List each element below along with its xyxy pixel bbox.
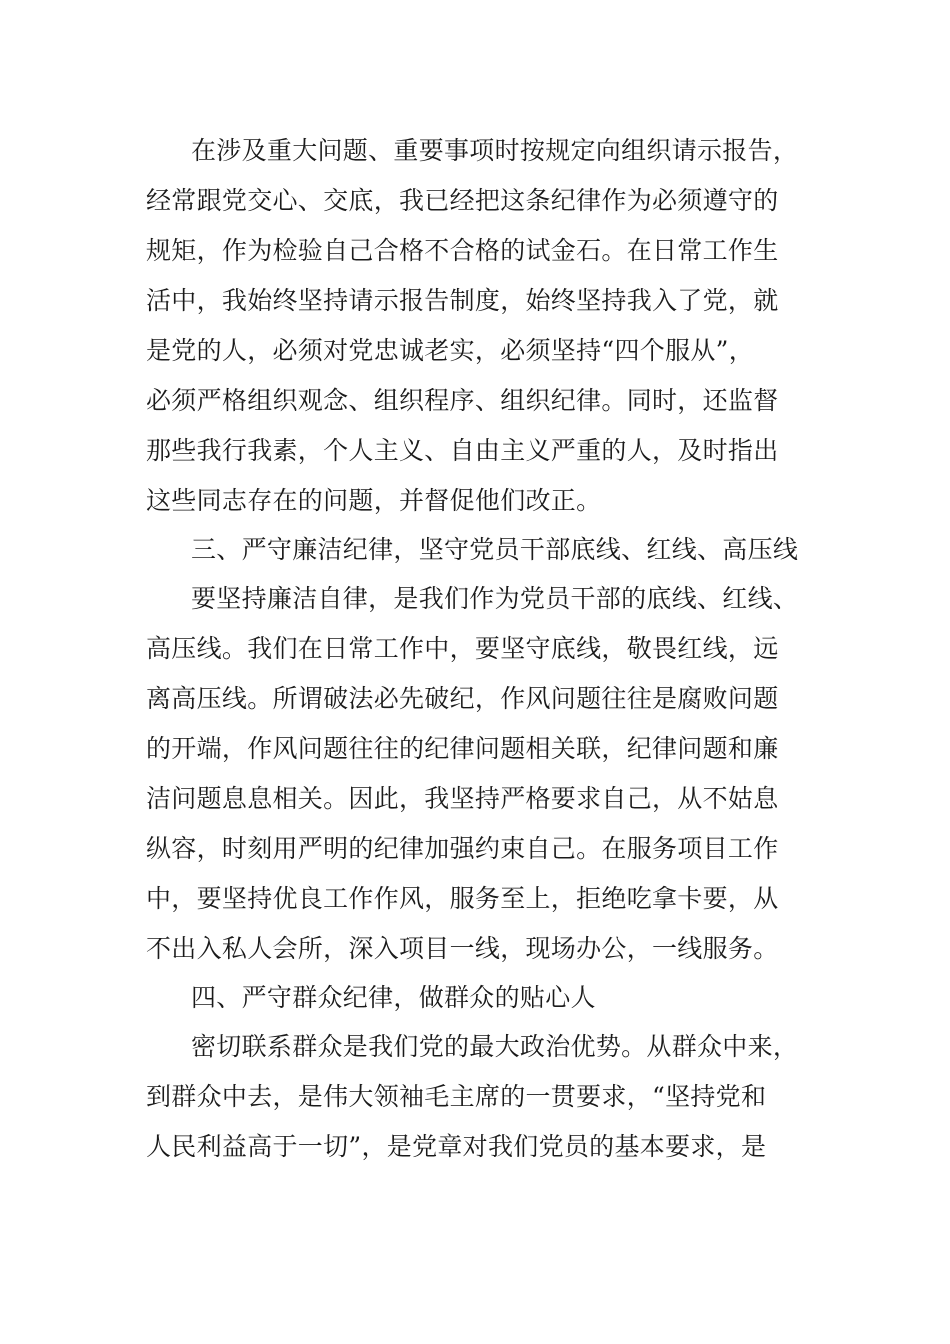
- paragraph-line: 经常跟党交心、交底，我已经把这条纪律作为必须遵守的: [146, 186, 779, 215]
- paragraph-line: 是党的人，必须对党忠诚老实，必须坚持“四个服从”，: [146, 336, 755, 365]
- paragraph-line: 规矩，作为检验自己合格不合格的试金石。在日常工作生: [146, 236, 779, 265]
- paragraph-line: 的开端，作风问题往往的纪律问题相关联，纪律问题和廉: [146, 734, 779, 763]
- paragraph-line: 人民利益高于一切”，是党章对我们党员的基本要求，是: [146, 1132, 767, 1161]
- section-heading: 三、严守廉洁纪律，坚守党员干部底线、红线、高压线: [191, 535, 799, 564]
- paragraph-line: 离高压线。所谓破法必先破纪，作风问题往往是腐败问题: [146, 684, 779, 713]
- paragraph-line: 在涉及重大问题、重要事项时按规定向组织请示报告，: [191, 136, 799, 165]
- paragraph-line: 纵容，时刻用严明的纪律加强约束自己。在服务项目工作: [146, 834, 779, 863]
- paragraph-line: 洁问题息息相关。因此，我坚持严格要求自己，从不姑息: [146, 784, 779, 813]
- paragraph-line: 那些我行我素，个人主义、自由主义严重的人，及时指出: [146, 436, 779, 465]
- paragraph-line: 必须严格组织观念、组织程序、组织纪律。同时，还监督: [146, 386, 779, 415]
- paragraph-line: 这些同志存在的问题，并督促他们改正。: [146, 486, 602, 515]
- paragraph-line: 活中，我始终坚持请示报告制度，始终坚持我入了党，就: [146, 286, 779, 315]
- paragraph-line: 不出入私人会所，深入项目一线，现场办公，一线服务。: [146, 934, 779, 963]
- paragraph-line: 密切联系群众是我们党的最大政治优势。从群众中来，: [191, 1032, 799, 1061]
- paragraph-line: 要坚持廉洁自律，是我们作为党员干部的底线、红线、: [191, 584, 799, 613]
- paragraph-line: 中，要坚持优良工作作风，服务至上，拒绝吃拿卡要，从: [146, 884, 779, 913]
- paragraph-line: 高压线。我们在日常工作中，要坚守底线，敬畏红线，远: [146, 634, 779, 663]
- paragraph-line: 到群众中去，是伟大领袖毛主席的一贯要求，“坚持党和: [146, 1082, 767, 1111]
- section-heading: 四、严守群众纪律，做群众的贴心人: [191, 983, 596, 1012]
